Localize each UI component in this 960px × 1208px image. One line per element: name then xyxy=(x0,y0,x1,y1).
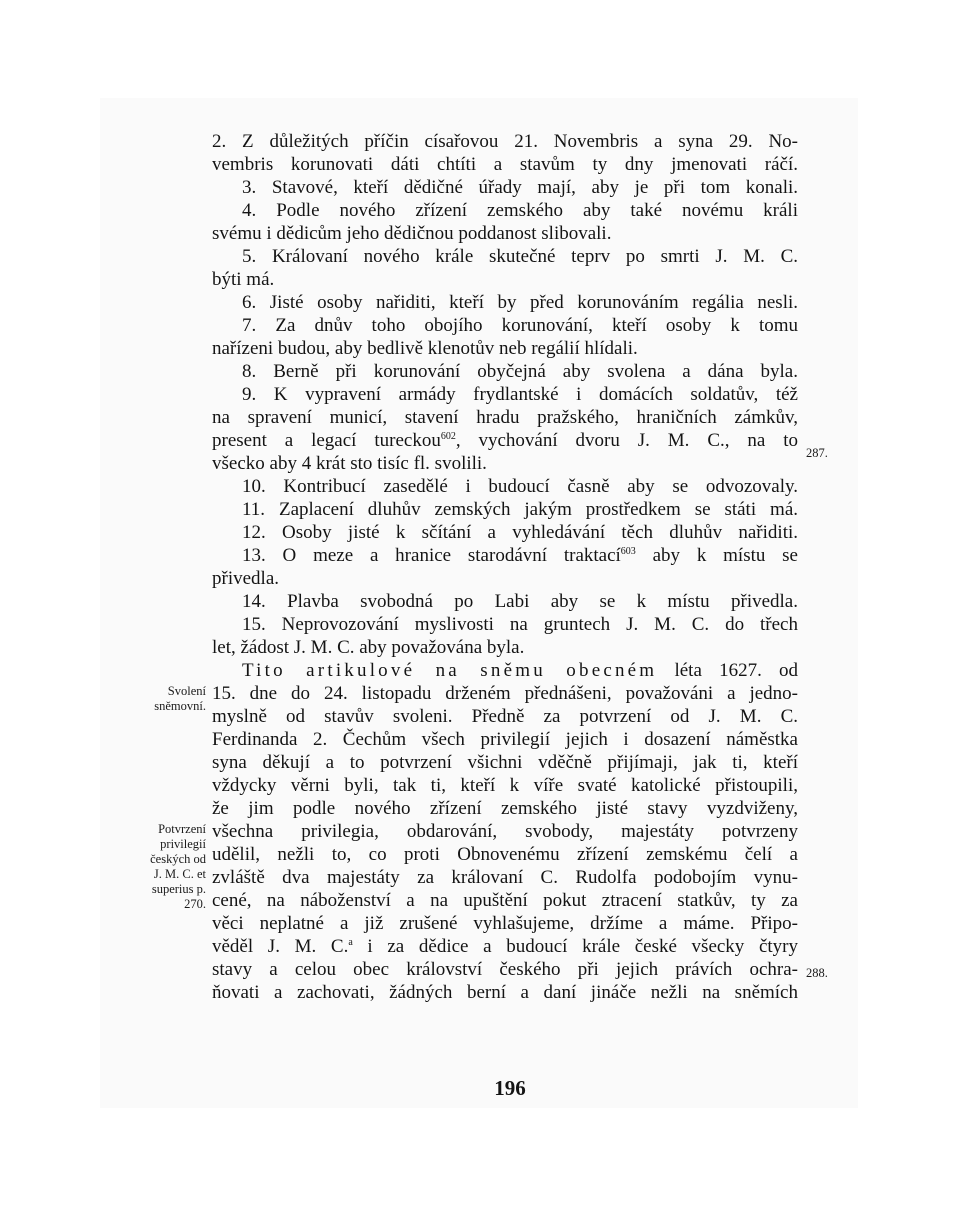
main-text xyxy=(212,130,798,1004)
text-line: cené, na náboženství a na upuštění pokut ztracení statkův, ty za xyxy=(212,890,798,911)
footnote-ref-603: 603 xyxy=(620,546,636,557)
text-line: 15. Neprovozování myslivosti na gruntech J. M. C. do třech xyxy=(242,614,798,635)
margin-note-line: 270. xyxy=(184,897,206,911)
margin-note-line: sněmovní. xyxy=(154,699,206,713)
margin-ref-288: 288. xyxy=(806,966,828,980)
text-fragment: léta 1627. od xyxy=(657,660,798,681)
text-line: na spravení municí, stavení hradu pražského, hraničních zámkův, xyxy=(212,407,798,428)
margin-note-line: privilegií xyxy=(160,837,206,851)
text-line: svému i dědicům jeho dědičnou poddanost slibovali. xyxy=(212,223,612,244)
text-line: vždycky věrni byli, tak ti, kteří k víře svaté katolické přistoupili, xyxy=(212,775,798,796)
text-line: 7. Za dnův toho obojího korunování, kteří osoby k tomu xyxy=(242,315,798,336)
footnote-ref-a: a xyxy=(348,937,353,948)
text-line: 15. dne do 24. listopadu drženém přednášeni, považováni a jedno- xyxy=(212,683,798,704)
text-line-with-note xyxy=(212,935,798,958)
text-line: 14. Plavba svobodná po Labi aby se k místu přivedla. xyxy=(242,591,798,612)
text-line: 10. Kontribucí zasedělé i budoucí časně aby se odvozovaly. xyxy=(242,476,798,497)
text-line: 3. Stavové, kteří dědičné úřady mají, aby je při tom konali. xyxy=(242,177,798,198)
text-line: stavy a celou obec království českého při jejich právích ochra- xyxy=(212,959,798,980)
text-line: 5. Královaní nového krále skutečné teprv po smrti J. M. C. xyxy=(242,246,798,267)
text-line: vembris korunovati dáti chtíti a stavům ty dny jmenovati ráčí. xyxy=(212,154,798,175)
text-line: syna děkují a to potvrzení všichni vděčně přijímaji, jak ti, kteří xyxy=(212,752,798,773)
text-line-spaced xyxy=(212,659,798,682)
margin-note-line: Potvrzení xyxy=(158,822,206,836)
text-line-with-note xyxy=(212,429,798,452)
footnote-ref-602: 602 xyxy=(440,431,456,442)
margin-ref-287: 287. xyxy=(806,446,828,460)
text-line: udělil, nežli to, co proti Obnovenému zřízení zemskému čelí a xyxy=(212,844,798,865)
text-line: věci neplatné a již zrušené vyhlašujeme, držíme a máme. Připo- xyxy=(212,913,798,934)
text-fragment: i za dědice a budoucí krále české všecky čtyry xyxy=(352,936,798,957)
text-line: zvláště dva majestáty za královaní C. Rudolfa podobojím vynu- xyxy=(212,867,798,888)
text-line: že jim podle nového zřízení zemského jisté stavy vyzdviženy, xyxy=(212,798,798,819)
text-line: myslně od stavův svoleni. Předně za potvrzení od J. M. C. xyxy=(212,706,798,727)
text-line: Ferdinanda 2. Čechům všech privilegií jejich i dosazení náměstka xyxy=(212,729,798,750)
text-line: býti má. xyxy=(212,269,275,290)
margin-note-potvrzeni xyxy=(112,822,206,912)
margin-note-line: J. M. C. et xyxy=(153,867,206,881)
text-fragment: , vychování dvoru J. M. C., na to xyxy=(455,430,798,451)
text-line: 11. Zaplacení dluhův zemských jakým prostředkem se státi má. xyxy=(242,499,798,520)
margin-note-line: Svolení xyxy=(167,684,206,698)
text-line: 6. Jisté osoby nařiditi, kteří by před korunováním regália nesli. xyxy=(242,292,798,313)
margin-note-line: superius p. xyxy=(151,882,206,896)
text-fragment: aby k místu se xyxy=(635,545,798,566)
text-line: 9. K vypravení armády frydlantské i domácích soldatův, též xyxy=(242,384,798,405)
margin-note-svoleni xyxy=(120,684,206,714)
spaced-heading-text: Tito artikulové na sněmu obecném xyxy=(242,660,658,681)
text-line: všechna privilegia, obdarování, svobody, majestáty potvrzeny xyxy=(212,821,798,842)
text-line-with-note xyxy=(212,544,798,567)
page-number: 196 xyxy=(494,1076,526,1100)
text-line: ňovati a zachovati, žádných berní a daní jináče nežli na sněmích xyxy=(212,982,798,1003)
text-line: 8. Berně při korunování obyčejná aby svolena a dána byla. xyxy=(242,361,798,382)
text-line: let, žádost J. M. C. aby považována byla. xyxy=(212,637,525,658)
text-fragment: present a legací tureckou xyxy=(212,430,441,451)
text-fragment: 13. O meze a hranice starodávní traktací xyxy=(242,545,621,566)
text-line: 2. Z důležitých příčin císařovou 21. Novembris a syna 29. No- xyxy=(212,131,798,152)
text-line: všecko aby 4 krát sto tisíc fl. svolili. xyxy=(212,453,487,474)
text-line: nařízeni budou, aby bedlivě klenotův neb regálií hlídali. xyxy=(212,338,638,359)
margin-note-line: českých od xyxy=(150,852,206,866)
text-line: 12. Osoby jisté k sčítání a vyhledávání těch dluhův nařiditi. xyxy=(242,522,798,543)
text-line: 4. Podle nového zřízení zemského aby také novému králi xyxy=(242,200,798,221)
text-line: přivedla. xyxy=(212,568,280,589)
text-fragment: věděl J. M. C. xyxy=(212,936,349,957)
